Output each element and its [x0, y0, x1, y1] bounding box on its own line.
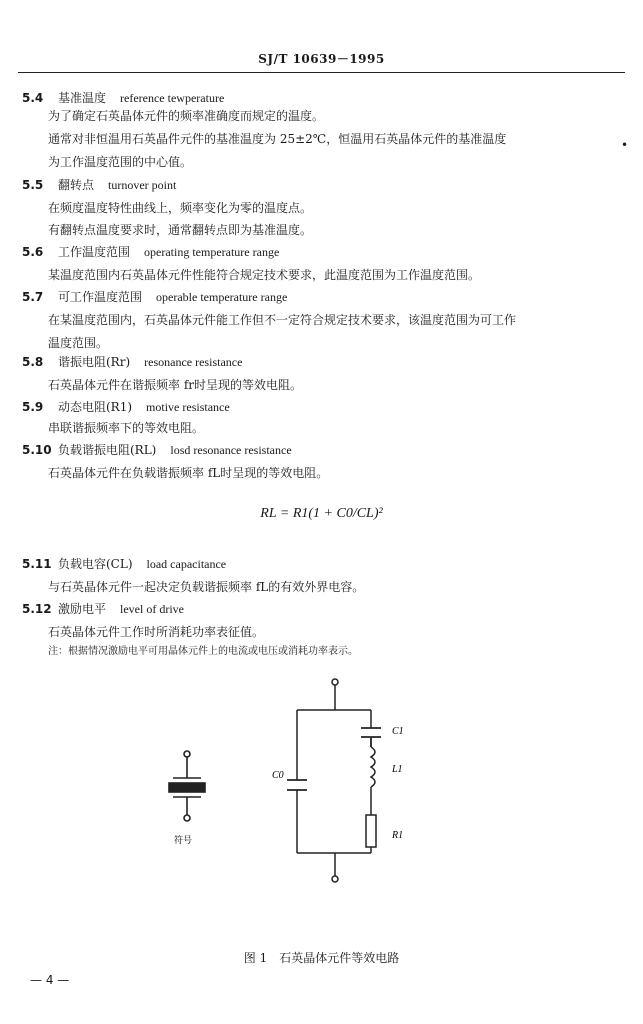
body-text: 温度范围。	[48, 336, 109, 350]
section-title-zh: 可工作温度范围	[58, 290, 143, 304]
body-text: 石英晶体元件在负载谐振频率 fL时呈现的等效电阻。	[48, 466, 329, 480]
c0-label: C0	[272, 770, 284, 781]
body-text: 通常对非恒温用石英晶件元件的基准温度为 25±2℃，恒温用石英晶体元件的基准温度	[48, 132, 507, 146]
figure-caption-number: 图 1	[243, 951, 268, 965]
section-title-en: operable temperature range	[156, 290, 288, 304]
section-title-en: resonance resistance	[144, 355, 243, 369]
section-number: 5.7	[22, 290, 44, 304]
c1-label: C1	[392, 726, 404, 737]
section-number: 5.11	[22, 557, 52, 571]
body-text: 石英晶体元件工作时所消耗功率表征值。	[48, 625, 265, 639]
l1-label: L1	[392, 764, 403, 775]
body-text: 石英晶体元件在谐振频率 fr时呈现的等效电阻。	[48, 378, 302, 392]
section-title-zh: 工作温度范围	[58, 245, 131, 259]
capacitor-c0-icon	[287, 780, 307, 790]
section-number: 5.9	[22, 400, 44, 414]
body-text: 与石英晶体元件一起决定负载谐振频率 fL的有效外界电容。	[48, 580, 365, 594]
r1-label: R1	[392, 830, 404, 841]
section-title	[58, 90, 224, 106]
section-title-zh: 激励电平	[58, 602, 107, 616]
section-number: 5.12	[22, 602, 52, 616]
figure-caption-text: 石英晶体元件等效电路	[279, 951, 400, 965]
body-text: 为工作温度范围的中心值。	[48, 155, 193, 169]
section-number: 5.4	[22, 91, 44, 105]
section-title-en: level of drive	[120, 602, 184, 616]
section-title-zh: 负载谐振电阻(RL)	[58, 443, 157, 457]
section-number: 5.8	[22, 355, 44, 369]
section-title-en: turnover point	[108, 178, 177, 192]
section-title-en: operating temperature range	[144, 245, 280, 259]
section-title-zh: 动态电阻(R1)	[58, 400, 133, 414]
crystal-symbol-icon	[169, 751, 205, 821]
document-header-code: SJ/T 10639－1995	[258, 52, 385, 66]
body-text: 在某温度范围内，石英晶体元件能工作但不一定符合规定技术要求，该温度范围为可工作	[48, 313, 517, 327]
section-number: 5.6	[22, 245, 44, 259]
note-text: 注：根据情况激励电平可用晶体元件上的电流或电压或消耗功率表示。	[48, 646, 358, 657]
section-title-en: losd resonance resistance	[170, 443, 292, 457]
section-title-en: motive resistance	[146, 400, 230, 414]
header-rule	[18, 72, 625, 73]
formula-rl: RL = R1(1 + C0/CL)²	[260, 506, 383, 521]
section-title	[58, 289, 287, 305]
section-title	[58, 556, 226, 572]
circuit-wires	[297, 679, 371, 882]
capacitor-c1-icon	[361, 728, 381, 747]
section-number: 5.5	[22, 178, 44, 192]
section-title-zh: 负载电容(CL)	[58, 557, 133, 571]
body-text: 为了确定石英晶体元件的频率准确度而规定的温度。	[48, 109, 325, 123]
section-title	[58, 177, 176, 193]
inductor-l1-icon	[371, 747, 375, 787]
section-title	[58, 244, 279, 260]
section-title-en: reference tewperature	[120, 91, 225, 105]
resistor-r1-icon	[366, 815, 376, 847]
equivalent-circuit-figure	[150, 670, 450, 910]
section-title	[58, 399, 230, 415]
page-number: — 4 —	[30, 973, 70, 987]
margin-mark: •	[621, 138, 629, 152]
section-title-zh: 谐振电阻(Rr)	[58, 355, 131, 369]
section-title-zh: 翻转点	[58, 178, 95, 192]
section-number: 5.10	[22, 443, 52, 457]
body-text: 在频度温度特性曲线上，频率变化为零的温度点。	[48, 201, 313, 215]
section-title	[58, 354, 242, 370]
symbol-label: 符号	[174, 835, 193, 845]
body-text: 某温度范围内石英晶体元件性能符合规定技术要求，此温度范围为工作温度范围。	[48, 268, 481, 282]
section-title-zh: 基准温度	[58, 91, 107, 105]
section-title	[58, 442, 292, 458]
body-text: 有翻转点温度要求时，通常翻转点即为基准温度。	[48, 223, 313, 237]
section-title-en: load capacitance	[146, 557, 227, 571]
section-title	[58, 601, 184, 617]
body-text: 串联谐振频率下的等效电阻。	[48, 421, 205, 435]
figure-caption	[0, 949, 643, 966]
